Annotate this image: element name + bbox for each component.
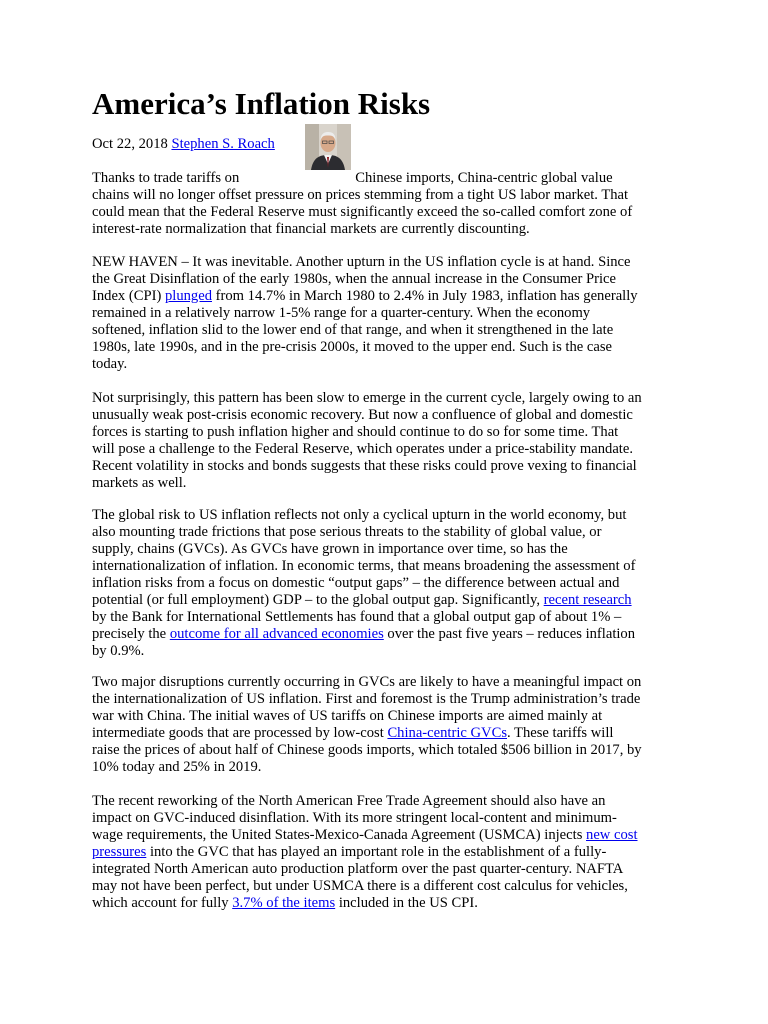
text-line: the internationalization of US inflation. First and foremost is the Trump administration’s trade	[92, 691, 641, 707]
text-line: may not have been perfect, but under USMCA there is a different cost calculus for vehicles,	[92, 878, 628, 894]
text-line: remained in a relatively narrow 1-5% range for a quarter-century. When the economy	[92, 305, 591, 321]
text-line: The global risk to US inflation reflects not only a cyclical upturn in the world economy, but	[92, 507, 627, 523]
text-line: also mounting trade frictions that pose serious threats to the stability of global value, or	[92, 524, 602, 540]
new-cost-pressures-link-continued[interactable]: pressures	[92, 844, 147, 860]
text-line: markets as well.	[92, 475, 187, 491]
text-line	[92, 626, 682, 643]
publish-date: Oct 22, 2018	[92, 136, 168, 152]
text-span: wage requirements, the United States-Mexico-Canada Agreement (USMCA) injects	[92, 827, 587, 843]
text-span: which account for fully	[92, 895, 233, 911]
text-span: from 14.7% in March 1980 to 2.4% in July 1983, inflation has generally	[212, 288, 638, 304]
author-link[interactable]: Stephen S. Roach	[171, 136, 275, 152]
new-cost-pressures-link[interactable]: new cost	[586, 827, 638, 843]
text-span: intermediate goods that are processed by low-cost	[92, 725, 388, 741]
text-line: unusually weak post-crisis economic recovery. But now a confluence of global and domestic	[92, 407, 633, 423]
text-line: the Great Disinflation of the early 1980s, when the annual increase in the Consumer Price	[92, 271, 616, 287]
text-line: could mean that the Federal Reserve must significantly exceed the so-called comfort zone of	[92, 204, 633, 220]
text-line: forces is starting to push inflation higher and should continue to do so for some time. That	[92, 424, 619, 440]
text-line: internationalization of inflation. In economic terms, that means broadening the assessment of	[92, 558, 636, 574]
text-line: will pose a challenge to the Federal Reserve, which operates under a price-stability mandate.	[92, 441, 633, 457]
text-span: Thanks to trade tariffs on	[92, 170, 240, 186]
text-line: supply, chains (GVCs). As GVCs have grown in importance over time, so has the	[92, 541, 568, 557]
text-line: The recent reworking of the North American Free Trade Agreement should also have an	[92, 793, 606, 809]
text-line	[92, 288, 682, 305]
text-line	[92, 725, 682, 742]
text-line	[92, 592, 682, 609]
text-line: softened, inflation slid to the lower end of that range, and when it strengthened in the late	[92, 322, 614, 338]
text-span: into the GVC that has played an important role in the establishment of a fully-	[146, 844, 607, 860]
text-line: by the Bank for International Settlements has found that a global output gap of about 1% –	[92, 609, 622, 625]
text-span: Chinese imports, China-centric global value	[355, 170, 613, 186]
body-paragraph	[92, 793, 682, 912]
author-photo	[305, 124, 351, 170]
text-line: NEW HAVEN – It was inevitable. Another upturn in the US inflation cycle is at hand. Since	[92, 254, 631, 270]
text-line: by 0.9%.	[92, 643, 145, 659]
text-span: . These tariffs will	[507, 725, 614, 741]
byline	[92, 136, 275, 153]
text-line: Recent volatility in stocks and bonds suggests that these risks could prove vexing to financial	[92, 458, 637, 474]
advanced-economies-link[interactable]: outcome for all advanced economies	[169, 626, 384, 642]
body-paragraph	[92, 390, 682, 492]
recent-research-link[interactable]: recent research	[543, 592, 632, 608]
text-line: integrated North American auto production platform over the past quarter-century. NAFTA	[92, 861, 624, 877]
intro-paragraph	[92, 170, 682, 238]
text-line: Not surprisingly, this pattern has been slow to emerge in the current cycle, largely owing to an	[92, 390, 642, 406]
text-line: war with China. The initial waves of US tariffs on Chinese imports are aimed mainly at	[92, 708, 603, 724]
article-title: America’s Inflation Risks	[92, 86, 431, 121]
text-span: included in the US CPI.	[335, 895, 478, 911]
text-span: Index (CPI)	[92, 288, 165, 304]
text-line	[92, 844, 682, 861]
text-line: raise the prices of about half of Chinese goods imports, which totaled $506 billion in 2017, by	[92, 742, 642, 758]
text-line	[92, 827, 682, 844]
text-line: Two major disruptions currently occurring in GVCs are likely to have a meaningful impact on	[92, 674, 642, 690]
plunged-link[interactable]: plunged	[164, 288, 212, 304]
text-line: interest-rate normalization that financial markets are currently discounting.	[92, 221, 530, 237]
text-span: precisely the	[92, 626, 170, 642]
body-paragraph	[92, 507, 682, 660]
text-span: potential (or full employment) GDP – to the global output gap. Significantly,	[92, 592, 544, 608]
author-portrait-image	[305, 124, 351, 170]
cpi-items-link[interactable]: 3.7% of the items	[232, 895, 336, 911]
text-line: today.	[92, 356, 128, 372]
text-line: chains will no longer offset pressure on prices stemming from a tight US labor market. That	[92, 187, 629, 203]
body-paragraph	[92, 674, 682, 776]
body-paragraph	[92, 254, 682, 373]
text-line: 10% today and 25% in 2019.	[92, 759, 262, 775]
text-line: 1980s, late 1990s, and in the pre-crisis 2000s, it moved to the upper end. Such is the case	[92, 339, 613, 355]
text-span: over the past five years – reduces inflation	[383, 626, 636, 642]
text-line: inflation risks from a focus on domestic “output gaps” – the difference between actual and	[92, 575, 620, 591]
text-line	[92, 895, 682, 912]
text-line: impact on GVC-induced disinflation. With its more stringent local-content and minimum-	[92, 810, 617, 826]
china-centric-gvcs-link[interactable]: China-centric GVCs	[387, 725, 507, 741]
text-line	[92, 170, 682, 187]
